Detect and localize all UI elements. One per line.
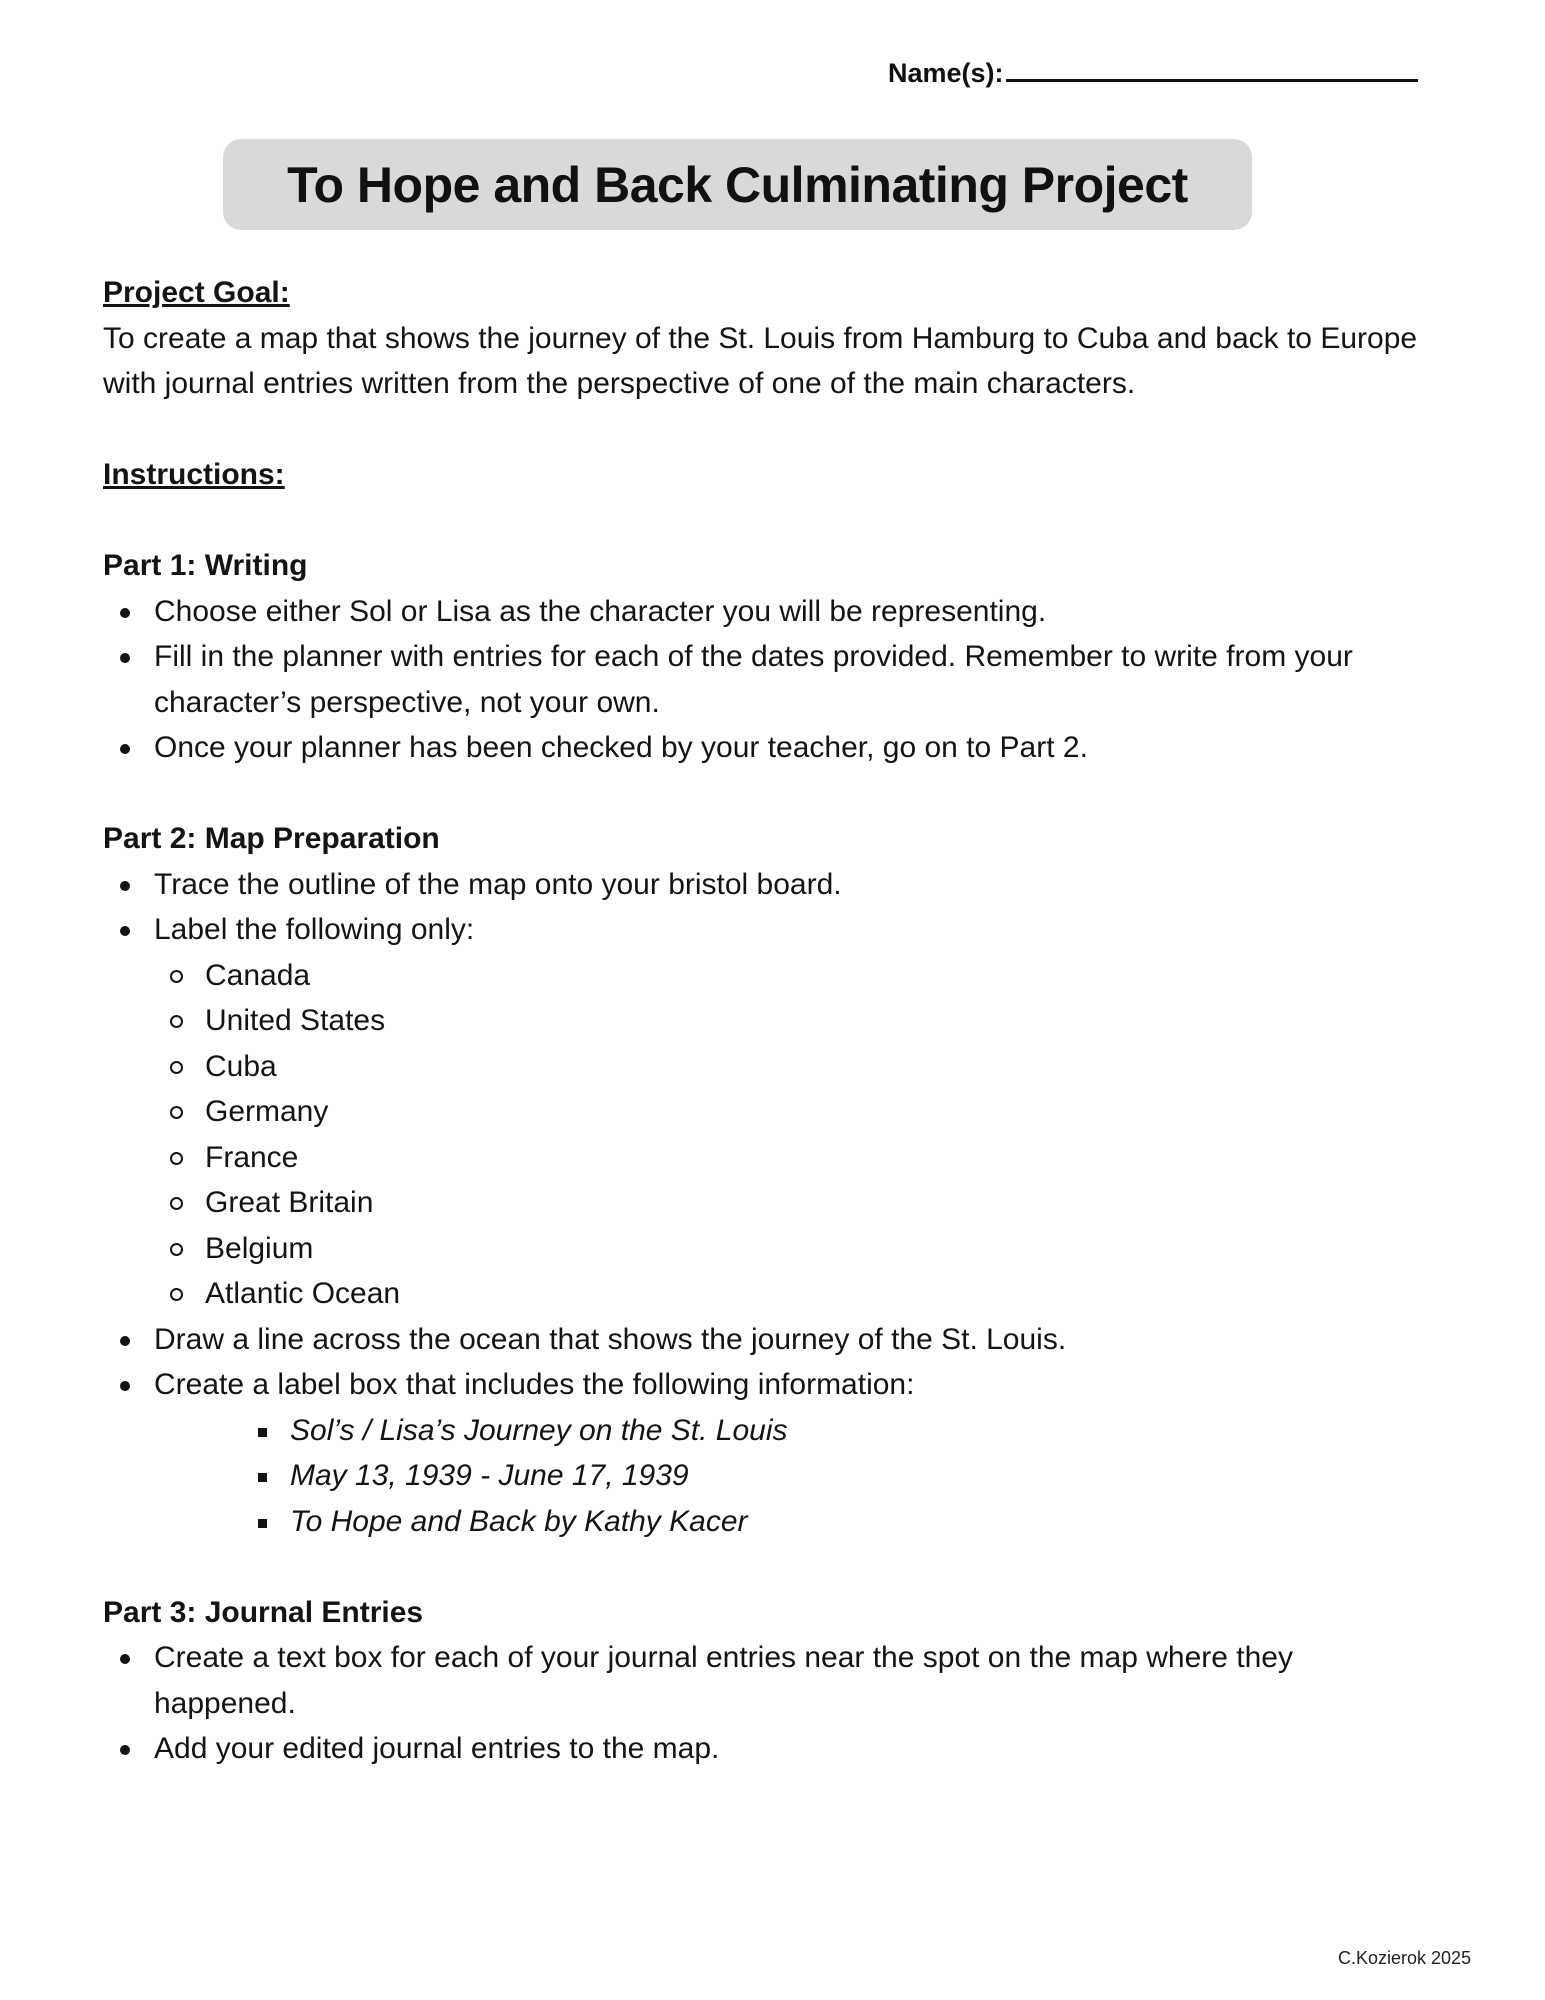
name-label: Name(s):: [888, 58, 1004, 88]
part1-list: [103, 589, 1443, 771]
project-goal-text: To create a map that shows the journey of the St. Louis from Hamburg to Cuba and back to Europe with journal entries written from the perspective of one of the main characters.: [103, 321, 1418, 400]
name-field: [888, 58, 1418, 89]
label-box-item: To Hope and Back by Kathy Kacer: [256, 1499, 1443, 1545]
list-item: Trace the outline of the map onto your bristol board.: [103, 862, 1443, 908]
list-item: Choose either Sol or Lisa as the character you will be representing.: [103, 589, 1443, 635]
part2-heading: Part 2: Map Preparation: [103, 822, 440, 855]
map-label-item: Atlantic Ocean: [154, 1271, 1443, 1317]
list-item-label: Create a label box that includes the following information:: [154, 1368, 915, 1401]
part3-heading: Part 3: Journal Entries: [103, 1595, 424, 1629]
map-label-item: Canada: [154, 953, 1443, 999]
instructions-heading: Instructions:: [103, 458, 285, 491]
page-title: To Hope and Back Culminating Project: [287, 156, 1188, 213]
map-label-item: Cuba: [154, 1044, 1443, 1090]
title-banner: [223, 139, 1252, 230]
list-item: [103, 907, 1443, 1317]
list-item: Create a text box for each of your journal entries near the spot on the map where they happened.: [103, 1635, 1443, 1726]
list-item: [103, 1362, 1443, 1544]
project-goal-heading: Project Goal:: [103, 276, 290, 309]
part3-list: [103, 1635, 1443, 1772]
label-box-item: May 13, 1939 - June 17, 1939: [256, 1453, 1443, 1499]
document-body: [103, 270, 1443, 1772]
list-item: Fill in the planner with entries for each of the dates provided. Remember to write from your character’s perspective, not your own.: [103, 634, 1443, 725]
list-item: Add your edited journal entries to the map.: [103, 1726, 1443, 1772]
footer-credit: C.Kozierok 2025: [1338, 1948, 1472, 1968]
map-label-item: France: [154, 1135, 1443, 1181]
map-label-item: Great Britain: [154, 1180, 1443, 1226]
map-label-item: Belgium: [154, 1226, 1443, 1272]
label-box-item: Sol’s / Lisa’s Journey on the St. Louis: [256, 1408, 1443, 1454]
part1-heading: Part 1: Writing: [103, 549, 308, 582]
part2-list: [103, 862, 1443, 1545]
list-item: Once your planner has been checked by your teacher, go on to Part 2.: [103, 725, 1443, 771]
list-item: Draw a line across the ocean that shows the journey of the St. Louis.: [103, 1317, 1443, 1363]
map-label-item: United States: [154, 998, 1443, 1044]
map-label-item: Germany: [154, 1089, 1443, 1135]
map-labels-list: [154, 953, 1443, 1317]
list-item-label: Label the following only:: [154, 913, 475, 946]
name-blank-line: [1006, 59, 1418, 82]
label-box-list: [256, 1408, 1443, 1545]
